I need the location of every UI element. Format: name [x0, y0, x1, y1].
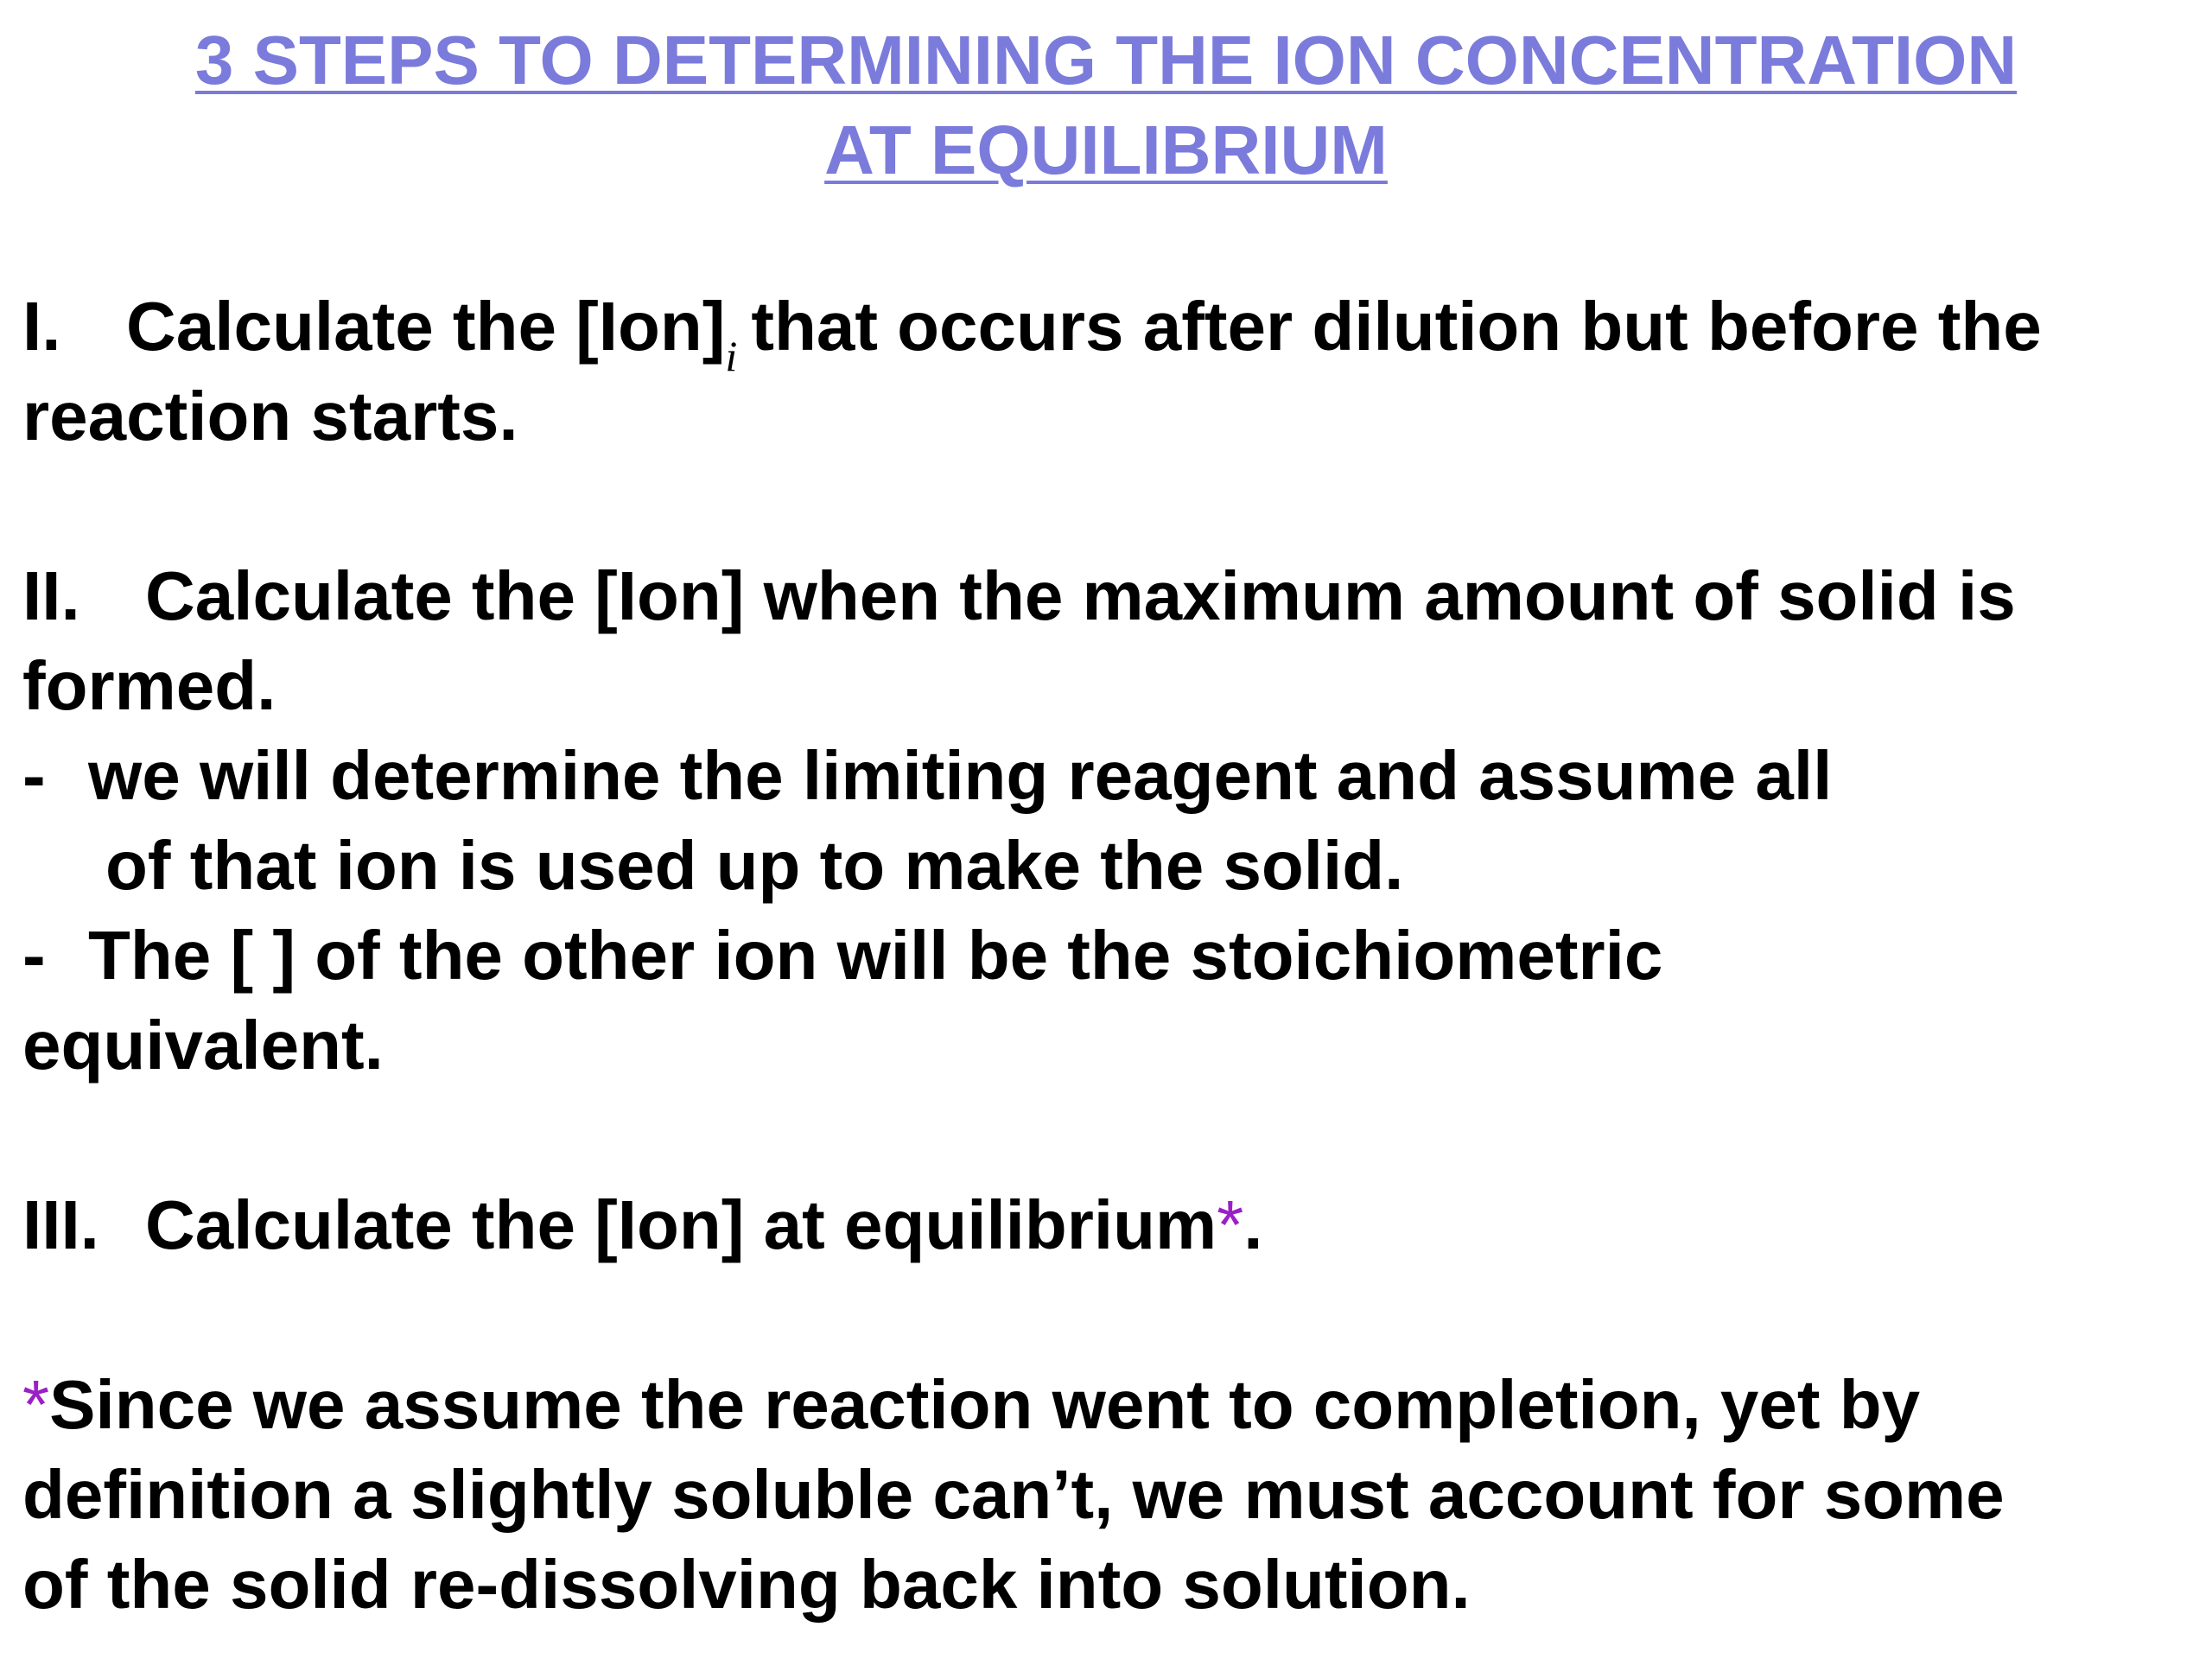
footnote-line-3: of the solid re-dissolving back into solution. [22, 1546, 1471, 1623]
step-2-bullet-1-text: we will determine the limiting reagent and assume all [88, 737, 1833, 814]
step-2-text: Calculate the [Ion] when the maximum amount of solid is [145, 557, 2016, 634]
step-3-period: . [1243, 1186, 1263, 1263]
step-2-bullet-1-line-2: of that ion is used up to make the solid. [105, 827, 1404, 904]
step-1-subscript: i [725, 332, 738, 380]
step-2-line-1 [22, 553, 2016, 639]
footnote-asterisk: * [22, 1366, 50, 1443]
step-2-bullet-1-dash: - [22, 737, 46, 814]
step-2-bullet-2-line-2: equivalent. [22, 1007, 384, 1084]
step-2-bullet-2-dash: - [22, 917, 46, 994]
step-2-numeral: II. [22, 557, 80, 634]
step-2-bullet-2-line-1 [22, 912, 1662, 999]
title-line-1: 3 STEPS TO DETERMINING THE ION CONCENTRATION [194, 22, 2018, 99]
step-3-line [22, 1182, 1263, 1268]
step-2-bullet-2-text: The [ ] of the other ion will be the stoichiometric [88, 917, 1663, 994]
slide-title [0, 16, 2212, 195]
footnote-line-2: definition a slightly soluble can’t, we must account for some [22, 1456, 2005, 1533]
footnote-text-1: Since we assume the reaction went to completion, yet by [49, 1366, 1921, 1443]
step-3-numeral: III. [22, 1186, 99, 1263]
step-1-text-after: that occurs after dilution but before the [751, 288, 2042, 365]
footnote-line-1 [22, 1362, 1920, 1448]
step-1-line-1 [22, 283, 2042, 378]
title-line-2: AT EQUILIBRIUM [824, 111, 1388, 188]
step-1-text-before: Calculate the [Ion] [126, 288, 726, 365]
step-3-text: Calculate the [Ion] at equilibrium [145, 1186, 1217, 1263]
step-3-asterisk: * [1217, 1186, 1244, 1263]
step-1-numeral: I. [22, 288, 61, 365]
step-2-bullet-1-line-1 [22, 733, 1832, 819]
step-2-line-2: formed. [22, 647, 276, 724]
step-1-line-2: reaction starts. [22, 378, 518, 454]
